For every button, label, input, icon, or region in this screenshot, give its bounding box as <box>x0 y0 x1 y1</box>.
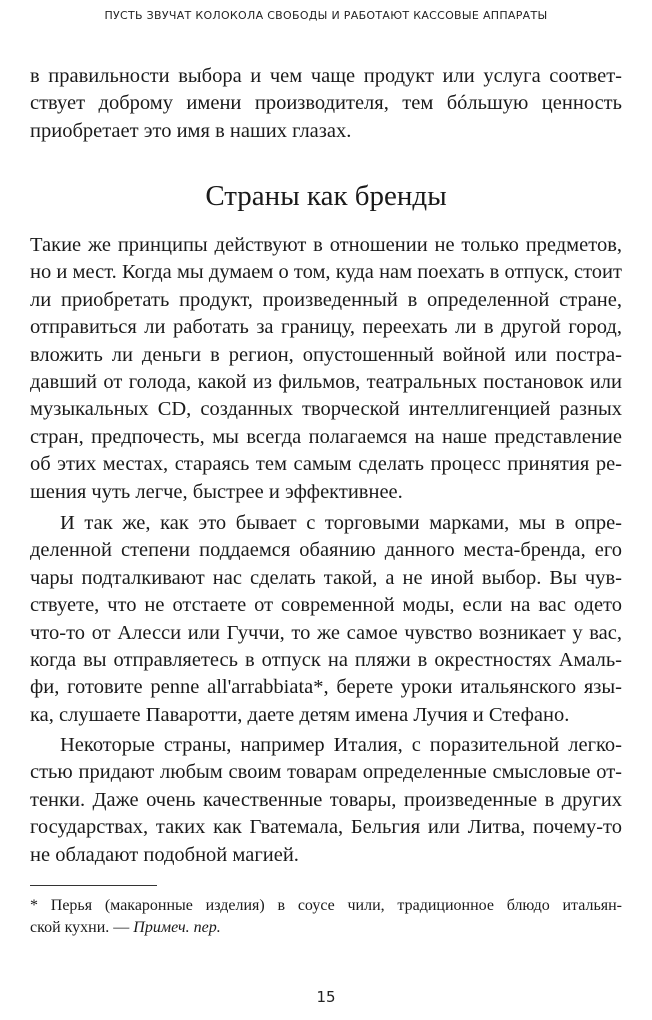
text-line: что-то от Алесси или Гуччи, то же самое чувство возникает у вас, <box>30 621 622 644</box>
text-line: стью придают любым своим товарам определенные смысловые от- <box>30 761 622 784</box>
running-head: ПУСТЬ ЗВУЧАТ КОЛОКОЛА СВОБОДЫ И РАБОТАЮТ КАССОВЫЕ АППАРАТЫ <box>104 9 548 22</box>
text-line: Некоторые страны, например Италия, с поразительной легко- <box>60 734 622 756</box>
text-line: шения чуть легче, быстрее и эффективнее. <box>30 480 403 503</box>
text-line: И так же, как это бывает с торговыми марками, мы в опре- <box>60 512 622 534</box>
text-line: приобретает это имя в наших глазах. <box>30 119 352 142</box>
paragraph <box>30 732 622 869</box>
footnote-divider <box>30 885 157 886</box>
footnote-text: ской кухни. — <box>30 919 134 936</box>
intro-paragraph <box>30 63 622 145</box>
footnote <box>30 895 622 939</box>
text-line: деленной степени поддаемся обаянию данного места-бренда, его <box>30 539 622 562</box>
text-line: отправиться ли работать за границу, переехать ли в другой город, <box>30 316 622 339</box>
text-line: не обладают подобной магией. <box>30 843 299 866</box>
page-number: 15 <box>316 988 336 1006</box>
text-line: ствует доброму имени производителя, тем бóльшую ценность <box>30 92 622 115</box>
footnote-translator-note: Примеч. пер. <box>133 919 221 936</box>
text-line: фи, готовите penne all'arrabbiata*, берете уроки итальянского язы- <box>30 676 622 699</box>
text-line: ка, слушаете Паваротти, даете детям имена Лучия и Стефано. <box>30 703 570 726</box>
text-line: об этих местах, стараясь тем самым сделать процесс принятия ре- <box>30 453 622 476</box>
text-line: давший от голода, какой из фильмов, театральных постановок или <box>30 370 622 393</box>
text-line: вложить ли деньги в регион, опустошенный войной или постра- <box>30 343 622 366</box>
text-line: государствах, таких как Гватемала, Бельгия или Литва, почему-то <box>30 816 622 839</box>
footnote-line <box>30 917 622 939</box>
text-line: Такие же принципы действуют в отношении не только предметов, <box>30 234 622 256</box>
text-line: но и мест. Когда мы думаем о том, куда нам поехать в отпуск, стоит <box>30 261 622 284</box>
text-line: когда вы отправляетесь в отпуск на пляжи в окрестностях Амаль- <box>30 648 622 671</box>
text-line: стран, предпочесть, мы всегда полагаемся на наше представление <box>30 425 622 448</box>
footnote-line: * Перья (макаронные изделия) в соусе чили, традиционное блюдо итальян- <box>30 897 622 914</box>
section-title: Страны как бренды <box>205 180 447 212</box>
text-line: в правильности выбора и чем чаще продукт или услуга соответ- <box>30 65 622 87</box>
text-line: тенки. Даже очень качественные товары, произведенные в других <box>30 788 622 811</box>
text-line: ствуете, что не отстаете от современной моды, если на вас одето <box>30 594 622 617</box>
text-line: музыкальных CD, созданных творческой интеллигенцией разных <box>30 398 622 421</box>
paragraph <box>30 510 622 729</box>
paragraph <box>30 232 622 506</box>
text-line: ли приобретать продукт, произведенный в определенной стране, <box>30 288 622 311</box>
text-line: чары подталкивают нас сделать такой, а не иной выбор. Вы чув- <box>30 566 622 589</box>
